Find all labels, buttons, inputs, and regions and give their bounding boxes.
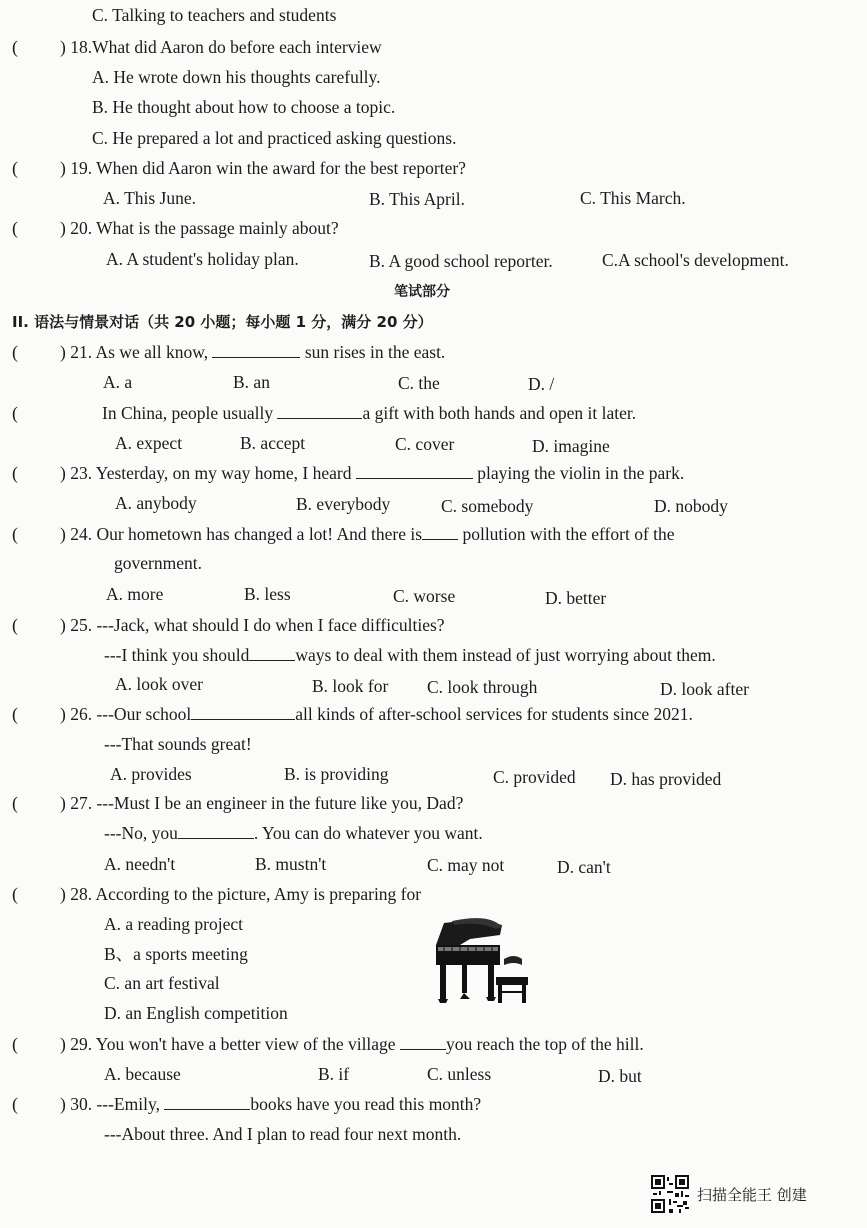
- q24-option-a[interactable]: A. more: [106, 584, 164, 604]
- written-part-heading: 笔试部分: [394, 284, 450, 300]
- q23-option-a[interactable]: A. anybody: [115, 493, 197, 513]
- q28-option-d[interactable]: D. an English competition: [104, 1003, 288, 1023]
- q27-option-b[interactable]: B. mustn't: [255, 854, 327, 874]
- answer-paren[interactable]: (: [12, 403, 18, 423]
- q28-option-b[interactable]: B、a sports meeting: [104, 944, 248, 964]
- qr-code-icon: [651, 1175, 689, 1213]
- q27-option-c[interactable]: C. may not: [427, 855, 505, 875]
- question-22: In China, people usually a gift with both hands and open it later.: [102, 403, 637, 423]
- q20-option-b[interactable]: B. A good school reporter.: [369, 251, 553, 271]
- q26-option-a[interactable]: A. provides: [110, 764, 192, 784]
- question-29: ) 29. You won't have a better view of the village you reach the top of the hill.: [60, 1034, 644, 1054]
- q19-option-c[interactable]: C. This March.: [580, 188, 686, 208]
- answer-blank[interactable]: [249, 644, 295, 661]
- question-20: ) 20. What is the passage mainly about?: [60, 218, 339, 238]
- answer-paren[interactable]: (: [12, 704, 18, 724]
- q25-option-b[interactable]: B. look for: [312, 676, 389, 696]
- q18-option-c[interactable]: C. He prepared a lot and practiced asking questions.: [92, 128, 457, 148]
- scanner-watermark-text: 扫描全能王 创建: [697, 1185, 807, 1204]
- q27-line2: ---No, you . You can do whatever you want.: [104, 823, 483, 843]
- q30-line2: ---About three. And I plan to read four next month.: [104, 1124, 462, 1144]
- question-24: ) 24. Our hometown has changed a lot! And there is pollution with the effort of the: [60, 524, 675, 544]
- q18-option-a[interactable]: A. He wrote down his thoughts carefully.: [92, 67, 381, 87]
- question-18: [60, 36, 382, 58]
- q27-option-d[interactable]: D. can't: [557, 857, 611, 877]
- q17-option-c: C. Talking to teachers and students: [92, 5, 337, 25]
- q24-line2: government.: [114, 553, 202, 573]
- q24-option-d[interactable]: D. better: [545, 588, 607, 608]
- q29-option-d[interactable]: D. but: [598, 1066, 642, 1086]
- q21-option-c[interactable]: C. the: [398, 373, 440, 393]
- q25-option-a[interactable]: A. look over: [115, 674, 203, 694]
- q25-option-d[interactable]: D. look after: [660, 679, 749, 699]
- question-27: ) 27. ---Must I be an engineer in the future like you, Dad?: [60, 793, 464, 813]
- answer-blank[interactable]: [356, 462, 473, 479]
- answer-paren[interactable]: (: [12, 1094, 18, 1114]
- q24-option-c[interactable]: C. worse: [393, 586, 456, 606]
- q23-option-c[interactable]: C. somebody: [441, 496, 534, 516]
- answer-paren[interactable]: (: [12, 615, 18, 635]
- answer-paren[interactable]: (: [12, 218, 18, 238]
- question-28: ) 28. According to the picture, Amy is preparing for: [60, 884, 422, 904]
- q29-option-c[interactable]: C. unless: [427, 1064, 492, 1084]
- q21-option-d[interactable]: D. /: [528, 374, 555, 394]
- answer-blank[interactable]: [400, 1033, 446, 1050]
- q22-option-d[interactable]: D. imagine: [532, 436, 610, 456]
- answer-paren[interactable]: (: [12, 158, 18, 178]
- answer-paren[interactable]: (: [12, 1034, 18, 1054]
- q22-option-c[interactable]: C. cover: [395, 434, 455, 454]
- q21-option-a[interactable]: A. a: [103, 372, 133, 392]
- question-25: ) 25. ---Jack, what should I do when I face difficulties?: [60, 615, 445, 635]
- piano-picture: [430, 915, 534, 1007]
- answer-paren[interactable]: (: [12, 524, 18, 544]
- question-30: ) 30. ---Emily, books have you read this month?: [60, 1094, 482, 1114]
- section-2-title: II. 语法与情景对话（共 20 小题；每小题 1 分，满分 20 分）: [12, 313, 433, 331]
- q24-option-b[interactable]: B. less: [244, 584, 291, 604]
- q18-option-b[interactable]: B. He thought about how to choose a topic.: [92, 97, 396, 117]
- question-26: ) 26. ---Our school all kinds of after-school services for students since 2021.: [60, 704, 693, 724]
- question-21: ) 21. As we all know, sun rises in the east.: [60, 342, 446, 362]
- scanner-watermark: [651, 1175, 807, 1213]
- answer-paren[interactable]: (: [12, 342, 18, 362]
- q26-option-b[interactable]: B. is providing: [284, 764, 389, 784]
- q22-option-b[interactable]: B. accept: [240, 433, 306, 453]
- answer-blank[interactable]: [164, 1093, 250, 1110]
- answer-paren[interactable]: (: [12, 884, 18, 904]
- q19-option-a[interactable]: A. This June.: [103, 188, 197, 208]
- answer-blank[interactable]: [178, 822, 254, 839]
- q18-num: ) 18.: [60, 37, 93, 57]
- q26-option-c[interactable]: C. provided: [493, 767, 576, 787]
- q21-option-b[interactable]: B. an: [233, 372, 270, 392]
- q26-option-d[interactable]: D. has provided: [610, 769, 722, 789]
- q18-stem: What did Aaron do before each interview: [92, 37, 382, 57]
- q26-line2: ---That sounds great!: [104, 734, 252, 754]
- q23-option-d[interactable]: D. nobody: [654, 496, 728, 516]
- answer-blank[interactable]: [277, 402, 362, 419]
- answer-blank[interactable]: [422, 523, 458, 540]
- q28-option-a[interactable]: A. a reading project: [104, 914, 243, 934]
- answer-paren[interactable]: (: [12, 463, 18, 483]
- answer-blank[interactable]: [212, 341, 300, 358]
- q19-option-b[interactable]: B. This April.: [369, 189, 465, 209]
- q25-option-c[interactable]: C. look through: [427, 677, 538, 697]
- answer-blank[interactable]: [191, 703, 295, 720]
- answer-paren[interactable]: (: [12, 793, 18, 813]
- question-19: ) 19. When did Aaron win the award for the best reporter?: [60, 158, 466, 178]
- q27-option-a[interactable]: A. needn't: [104, 854, 176, 874]
- answer-paren[interactable]: (: [12, 37, 18, 57]
- q22-option-a[interactable]: A. expect: [115, 433, 183, 453]
- q25-line2: ---I think you should ways to deal with them instead of just worrying about them.: [104, 645, 716, 665]
- q20-option-c[interactable]: C.A school's development.: [602, 250, 789, 270]
- q23-option-b[interactable]: B. everybody: [296, 494, 391, 514]
- q29-option-b[interactable]: B. if: [318, 1064, 350, 1084]
- q28-option-c[interactable]: C. an art festival: [104, 973, 220, 993]
- q20-option-a[interactable]: A. A student's holiday plan.: [106, 249, 299, 269]
- q29-option-a[interactable]: A. because: [104, 1064, 181, 1084]
- question-23: ) 23. Yesterday, on my way home, I heard playing the violin in the park.: [60, 463, 685, 483]
